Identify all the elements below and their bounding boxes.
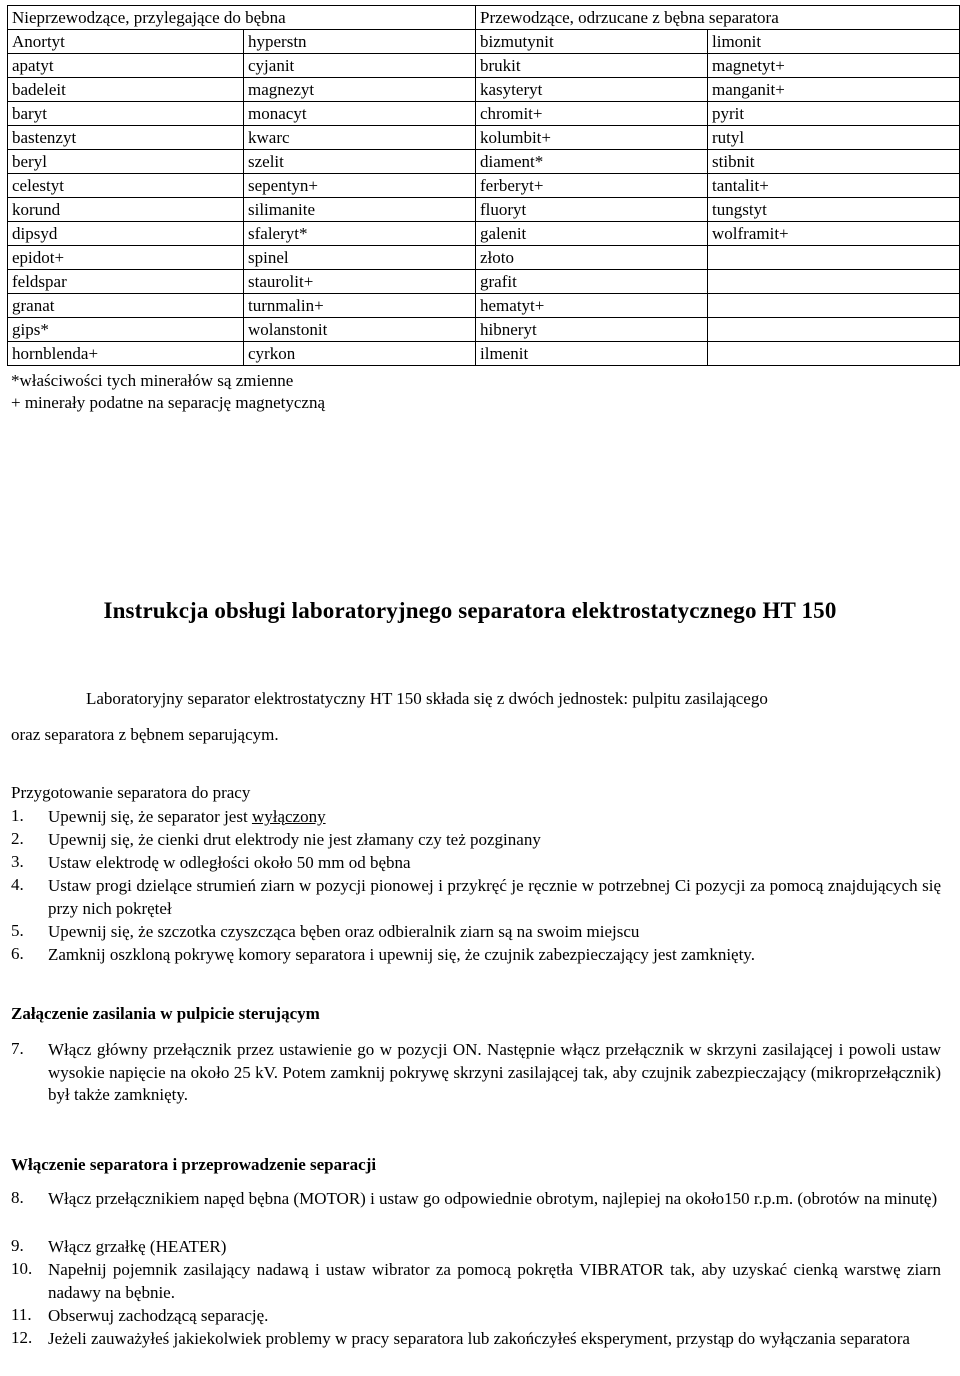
table-cell: cyrkon: [244, 342, 476, 366]
item-text: Jeżeli zauważyłeś jakiekolwiek problemy w pracy separatora lub zakończyłeś eksperyment, przystąp do wyłączania separatora: [48, 1329, 910, 1348]
item-number: 11.: [11, 1305, 32, 1324]
table-header-row: [8, 6, 960, 30]
item-number: 12.: [11, 1328, 33, 1347]
item-text-main: Upewnij się, że separator jest: [48, 807, 252, 826]
table-cell: magnezyt: [244, 78, 476, 102]
table-cell: wolframit+: [708, 222, 960, 246]
table-row: [8, 174, 960, 198]
table-cell: [708, 318, 960, 342]
table-cell: chromit+: [476, 102, 708, 126]
item-number: 5.: [11, 921, 24, 940]
table-cell: wolanstonit: [244, 318, 476, 342]
table-cell: ferberyt+: [476, 174, 708, 198]
item-number: 1.: [11, 806, 24, 825]
table-row: [8, 246, 960, 270]
item-text: Ustaw progi dzielące strumień ziarn w pozycji pionowej i przykręć je ręcznie w potrzebnej Ci pozycji za pomocą znajdujących się przy nich pokręteł: [48, 876, 941, 918]
table-row: [8, 294, 960, 318]
table-cell: sfaleryt*: [244, 222, 476, 246]
table-cell: [708, 342, 960, 366]
item-text: Upewnij się, że szczotka czyszcząca bęben oraz odbieralnik ziarn są na swoim miejscu: [48, 922, 640, 941]
table-notes: [11, 370, 325, 414]
item-number: 10.: [11, 1259, 33, 1278]
item-number: 3.: [11, 852, 24, 871]
item-text-emphasis: wyłączony: [251, 807, 326, 826]
table-cell: gips*: [8, 318, 244, 342]
item-text: Włącz grzałkę (HEATER): [48, 1237, 227, 1256]
table-cell: kolumbit+: [476, 126, 708, 150]
table-cell: kasyteryt: [476, 78, 708, 102]
table-cell: rutyl: [708, 126, 960, 150]
table-cell: monacyt: [244, 102, 476, 126]
table-row: [8, 222, 960, 246]
item-number: 9.: [11, 1236, 24, 1255]
table-row: [8, 54, 960, 78]
table-cell: manganit+: [708, 78, 960, 102]
table-row: [8, 198, 960, 222]
table-cell: cyjanit: [244, 54, 476, 78]
table-cell: tantalit+: [708, 174, 960, 198]
table-cell: grafit: [476, 270, 708, 294]
section-heading-preparation: Przygotowanie separatora do pracy: [11, 783, 251, 802]
header-conductive: Przewodzące, odrzucane z bębna separatora: [476, 6, 960, 30]
table-cell: hibneryt: [476, 318, 708, 342]
item-number: 7.: [11, 1039, 24, 1058]
table-cell: galenit: [476, 222, 708, 246]
table-row: [8, 342, 960, 366]
table-cell: beryl: [8, 150, 244, 174]
item-number: 2.: [11, 829, 24, 848]
note-magnetic-separation: + minerały podatne na separację magnetyczną: [11, 393, 326, 412]
table-row: [8, 150, 960, 174]
table-cell: epidot+: [8, 246, 244, 270]
table-cell: celestyt: [8, 174, 244, 198]
item-text: Włącz główny przełącznik przez ustawienie go w pozycji ON. Następnie włącz przełącznik w skrzyni zasilającej i powoli ustaw wysokie napięcie na około 25 kV. Potem zamknij pokrywę skrzyni zasilającej tak, aby czujnik zabezpieczający (mikroprzełącznik) był także zamknięty.: [48, 1040, 941, 1104]
table-row: [8, 102, 960, 126]
item-text: Napełnij pojemnik zasilający nadawą i ustaw wibrator za pomocą pokrętła VIBRATOR tak, aby uzyskać cienką warstwę ziarn nadawy na bębnie.: [48, 1260, 941, 1302]
table-cell: granat: [8, 294, 244, 318]
item-text: Zamknij oszkloną pokrywę komory separatora i upewnij się, że czujnik zabezpieczający jest zamknięty.: [48, 945, 755, 964]
table-cell: limonit: [708, 30, 960, 54]
table-cell: [708, 294, 960, 318]
table-cell: [708, 270, 960, 294]
table-cell: tungstyt: [708, 198, 960, 222]
intro-line-2: oraz separatora z bębnem separującym.: [11, 725, 279, 744]
table-cell: złoto: [476, 246, 708, 270]
item-text: [48, 806, 941, 829]
item-text: Ustaw elektrodę w odległości około 50 mm od bębna: [48, 853, 411, 872]
item-number: 4.: [11, 875, 24, 894]
table-cell: staurolit+: [244, 270, 476, 294]
table-row: [8, 30, 960, 54]
table-cell: bizmutynit: [476, 30, 708, 54]
item-number: 8.: [11, 1188, 24, 1207]
table-cell: hyperstn: [244, 30, 476, 54]
table-cell: feldspar: [8, 270, 244, 294]
item-text: Włącz przełącznikiem napęd bębna (MOTOR) i ustaw go odpowiednie obrotym, najlepiej na około150 r.p.m. (obrotów na minutę): [48, 1189, 938, 1208]
table-cell: hornblenda+: [8, 342, 244, 366]
table-cell: stibnit: [708, 150, 960, 174]
table-row: [8, 270, 960, 294]
table-cell: Anortyt: [8, 30, 244, 54]
table-cell: badeleit: [8, 78, 244, 102]
table-cell: spinel: [244, 246, 476, 270]
table-cell: szelit: [244, 150, 476, 174]
table-cell: baryt: [8, 102, 244, 126]
table-cell: korund: [8, 198, 244, 222]
table-cell: silimanite: [244, 198, 476, 222]
table-cell: kwarc: [244, 126, 476, 150]
table-cell: sepentyn+: [244, 174, 476, 198]
note-variable-properties: *właściwości tych minerałów są zmienne: [11, 371, 294, 390]
minerals-table-body: [8, 6, 960, 366]
table-cell: dipsyd: [8, 222, 244, 246]
table-cell: ilmenit: [476, 342, 708, 366]
document-title: Instrukcja obsługi laboratoryjnego separatora elektrostatycznego HT 150: [103, 598, 837, 623]
table-cell: brukit: [476, 54, 708, 78]
item-number: 6.: [11, 944, 24, 963]
intro-line-1: Laboratoryjny separator elektrostatyczny HT 150 składa się z dwóch jednostek: pulpitu zasilającego: [86, 689, 768, 708]
minerals-table: [7, 5, 960, 366]
table-row: [8, 78, 960, 102]
item-text: Upewnij się, że cienki drut elektrody nie jest złamany czy też pozginany: [48, 830, 541, 849]
table-row: [8, 126, 960, 150]
table-cell: hematyt+: [476, 294, 708, 318]
table-cell: turnmalin+: [244, 294, 476, 318]
table-cell: magnetyt+: [708, 54, 960, 78]
header-nonconductive: Nieprzewodzące, przylegające do bębna: [8, 6, 476, 30]
table-cell: fluoryt: [476, 198, 708, 222]
table-row: [8, 318, 960, 342]
table-cell: [708, 246, 960, 270]
table-cell: diament*: [476, 150, 708, 174]
table-cell: pyrit: [708, 102, 960, 126]
section-heading-separation: Włączenie separatora i przeprowadzenie separacji: [11, 1155, 377, 1174]
table-cell: bastenzyt: [8, 126, 244, 150]
section-heading-power: Załączenie zasilania w pulpicie sterującym: [11, 1004, 320, 1023]
item-text: Obserwuj zachodzącą separację.: [48, 1306, 269, 1325]
table-cell: apatyt: [8, 54, 244, 78]
